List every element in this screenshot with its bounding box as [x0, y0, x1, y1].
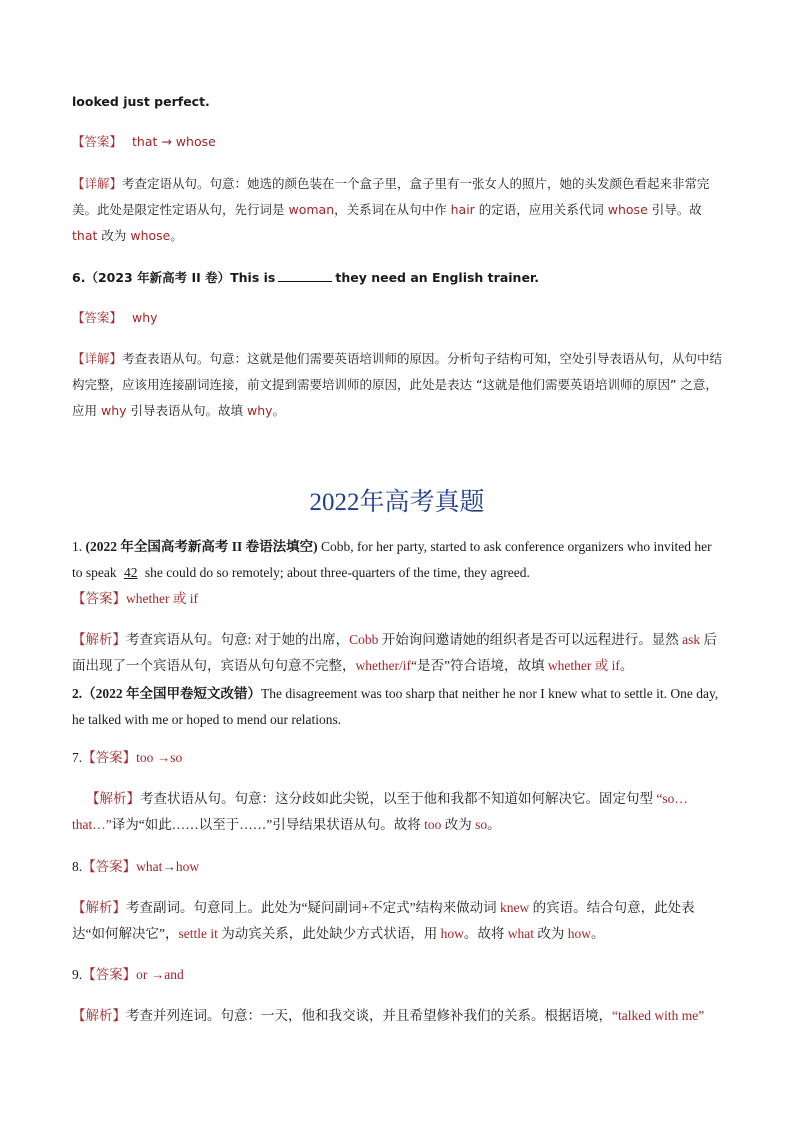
keyword: woman	[288, 202, 335, 217]
answer-text: whether 或 if	[126, 591, 198, 606]
analysis-text: 改为	[441, 817, 476, 832]
analysis-text: 为动宾关系，此处缺少方式状语，用	[217, 926, 441, 941]
q6-detail	[72, 346, 724, 424]
question-number: 1.	[72, 539, 83, 554]
question-source: (2022 年全国高考新高考 II 卷语法填空)	[85, 539, 318, 554]
question-number: 6.	[72, 270, 86, 285]
keyword: so	[475, 817, 488, 832]
keyword: ask	[682, 632, 701, 647]
answer-text: that → whose	[132, 134, 216, 149]
detail-text: 改为	[97, 228, 131, 243]
keyword: why	[246, 403, 273, 418]
detail-text: 。	[272, 403, 286, 418]
answer-label: 【答案】	[82, 859, 137, 874]
analysis-text: 。	[590, 926, 605, 941]
keyword: how	[567, 926, 591, 941]
question-text: she could do so remotely; about three-quarters of the time, they agreed.	[141, 565, 530, 580]
detail-text: 考查表语从句。句意：这就是他们需要英语培训师的原因。分析句子结构可知，空处引导表语从句，从句中结构完整，应该用连接副词连接，前文提到需要培训师的原因，此处是表达 “这就是他们需要英语培训师的原因” 之意，应用	[72, 351, 723, 418]
answer-number: 7.	[72, 750, 83, 765]
q6-answer	[72, 305, 724, 331]
analysis-text: 后面出现了一个宾语从句，宾语从句句意不完整，	[72, 632, 718, 673]
keyword: “talked with me”	[612, 1008, 705, 1023]
p1-answer	[72, 586, 724, 612]
p1-analysis	[72, 627, 724, 679]
question-text: they need an English trainer.	[335, 270, 540, 285]
keyword: how	[440, 926, 464, 941]
answer-blank	[278, 268, 332, 282]
a7-analysis	[72, 786, 724, 838]
answer-text: why	[132, 310, 158, 325]
question-source: （2022 年全国甲卷短文改错）	[82, 686, 261, 701]
analysis-text: 考查副词。句意同上。此处为“疑问副词+不定式”结构来做动词	[126, 900, 500, 915]
answer-label: 【答案】	[82, 967, 137, 982]
keyword: settle it	[178, 926, 218, 941]
keyword: what	[507, 926, 534, 941]
top-fragment: looked just perfect.	[72, 94, 210, 109]
analysis-label: 【解析】	[72, 632, 126, 647]
keyword: whose	[130, 228, 171, 243]
p1-question	[72, 534, 724, 586]
answer-label: 【答案】	[82, 750, 137, 765]
keyword: whose	[607, 202, 648, 217]
analysis-text: 改为	[533, 926, 568, 941]
section-title: 2022年高考真题	[309, 489, 485, 516]
answer-label: 【答案】	[72, 310, 123, 325]
keyword: too	[424, 817, 442, 832]
detail-label: 【详解】	[72, 351, 123, 366]
detail-text: 。	[170, 228, 183, 243]
question-source: （2023 年新高考 II 卷）	[85, 270, 231, 285]
a8-answer	[72, 854, 724, 880]
answer-number: 8.	[72, 859, 83, 874]
a9-analysis	[72, 1003, 724, 1029]
keyword: why	[100, 403, 127, 418]
answer-label: 【答案】	[72, 134, 123, 149]
analysis-label: 【解析】	[72, 900, 126, 915]
analysis-text: 。故将	[463, 926, 508, 941]
a9-answer	[72, 962, 724, 988]
keyword: hair	[450, 202, 475, 217]
q5-detail	[72, 171, 724, 249]
detail-text: 引导。故	[647, 202, 702, 217]
analysis-label: 【解析】	[86, 791, 140, 806]
analysis-text: 的宾语。结合句意，此处表达“如何解决它”，	[72, 900, 695, 941]
analysis-text: 译为“如此……以至于……”引导结果状语从句。故将	[111, 817, 425, 832]
a8-analysis	[72, 895, 724, 947]
analysis-text: 考查状语从句。句意：这分歧如此尖锐，以至于他和我都不知道如何解决它。固定句型	[140, 791, 657, 806]
question-number: 2.	[72, 686, 83, 701]
analysis-text: 。	[487, 817, 501, 832]
detail-text: 的定语，应用关系代词	[474, 202, 608, 217]
detail-text: 引导表语从句。故填	[126, 403, 247, 418]
keyword: whether/if	[355, 658, 411, 673]
keyword: that	[72, 228, 98, 243]
answer-text: what→how	[136, 859, 200, 874]
analysis-label: 【解析】	[72, 1008, 126, 1023]
analysis-text: 。	[619, 658, 634, 673]
keyword: whether 或 if	[547, 658, 620, 673]
analysis-text: 考查并列连词。句意：一天，他和我交谈，并且希望修补我们的关系。根据语境，	[126, 1008, 612, 1023]
question-text: This is	[230, 270, 276, 285]
a7-answer	[72, 745, 724, 771]
answer-text: too →so	[136, 750, 183, 765]
answer-text: or →and	[136, 967, 184, 982]
detail-text: ，关系词在从句中作	[334, 202, 451, 217]
analysis-text: 考查宾语从句。句意: 对于她的出席，	[126, 632, 350, 647]
answer-number: 9.	[72, 967, 83, 982]
q6-question	[72, 265, 724, 291]
answer-blank: 42	[124, 565, 138, 580]
p2-question	[72, 681, 724, 733]
detail-text: 考查定语从句。句意：她选的颜色装在一个盒子里，盒子里有一张女人的照片，她的头发颜色看起来非常完美。此处是限定性定语从句，先行词是	[72, 176, 710, 217]
detail-label: 【详解】	[72, 176, 123, 191]
q5-answer	[72, 129, 724, 155]
analysis-text: “是否”符合语境，故填	[410, 658, 548, 673]
question-text: Cobb, for her party, started to ask conference organizers who invited her to speak	[72, 539, 712, 580]
keyword: “so…that…”	[72, 791, 688, 832]
keyword: knew	[499, 900, 530, 915]
keyword: Cobb	[349, 632, 379, 647]
question-text: The disagreement was too sharp that neither he nor I knew what to settle it. One day, he talked with me or hoped to mend our relations.	[72, 686, 719, 727]
analysis-text: 开始询问邀请她的组织者是否可以远程进行。显然	[378, 632, 683, 647]
answer-label: 【答案】	[72, 591, 126, 606]
